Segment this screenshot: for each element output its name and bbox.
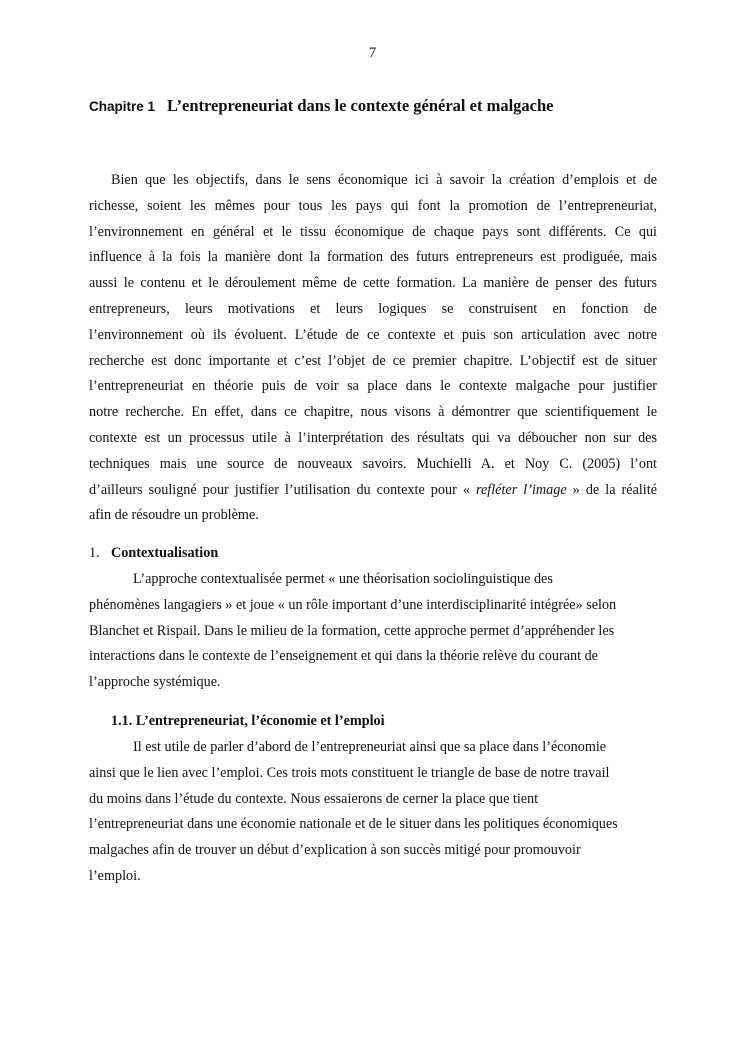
- subsection-paragraph: [89, 735, 657, 890]
- paragraph-line: l’entrepreneuriat dans une économie nationale et de le situer dans les politiques économiques: [89, 816, 618, 833]
- paragraph-line: techniques mais une source de nouveaux savoirs. Muchielli A. et Noy C. (2005) l’ont: [89, 455, 657, 472]
- page-number: 7: [368, 45, 377, 61]
- paragraph-line: l’environnement en général et le tissu économique de chaque pays sont différents. Ce qui: [89, 223, 657, 240]
- paragraph-line: du moins dans l’étude du contexte. Nous essaierons de cerner la place que tient: [89, 790, 539, 807]
- paragraph-line: ainsi que le lien avec l’emploi. Ces trois mots constituent le triangle de base de notre travail: [89, 764, 610, 781]
- paragraph-line: [89, 478, 657, 504]
- line-text: » de la réalité: [566, 481, 657, 498]
- paragraph-line: l’environnement où ils évoluent. L’étude de ce contexte et puis son articulation avec notre: [89, 326, 657, 343]
- paragraph-line: richesse, soient les mêmes pour tous les pays qui font la promotion de l’entrepreneuriat,: [89, 197, 657, 214]
- paragraph-line: Il est utile de parler d’abord de l’entrepreneuriat ainsi que sa place dans l’économie: [133, 739, 607, 755]
- paragraph-line: l’approche systémique.: [89, 674, 221, 691]
- paragraph-line: Blanchet et Rispail. Dans le milieu de la formation, cette approche permet d’appréhender les: [89, 622, 615, 639]
- subsection-title: 1.1. L’entrepreneuriat, l’économie et l’emploi: [111, 713, 385, 729]
- quoted-phrase: refléter l’image: [476, 481, 567, 498]
- paragraph-line: notre recherche. En effet, dans ce chapitre, nous visons à démontrer que scientifiquement le: [89, 404, 657, 421]
- paragraph-line: L’approche contextualisée permet « une théorisation sociolinguistique des: [133, 571, 553, 587]
- section-number: 1.: [89, 545, 100, 561]
- intro-paragraph: [89, 168, 657, 529]
- section-title: Contextualisation: [111, 545, 219, 561]
- subsection-heading: [111, 709, 385, 735]
- paragraph-line: phénomènes langagiers » et joue « un rôle important d’une interdisciplinarité intégrée» selon: [89, 596, 617, 613]
- paragraph-line: contexte est un processus utile à l’interprétation des résultats qui va déboucher non sur des: [89, 429, 657, 446]
- chapter-heading: [89, 96, 669, 116]
- section-paragraph: [89, 567, 657, 696]
- paragraph-line: l’entrepreneuriat en théorie puis de voir sa place dans le contexte malgache pour justifier: [89, 378, 657, 395]
- paragraph-line: Bien que les objectifs, dans le sens économique ici à savoir la création d’emplois et de: [111, 172, 657, 188]
- line-text: d’ailleurs souligné pour justifier l’utilisation du contexte pour «: [89, 481, 476, 498]
- paragraph-line: interactions dans le contexte de l’enseignement et qui dans la théorie relève du courant de: [89, 648, 598, 665]
- paragraph-line: malgaches afin de trouver un début d’explication à son succès mitigé pour promouvoir: [89, 842, 581, 859]
- paragraph-line: influence à la fois la manière dont la formation des futurs entrepreneurs est prodiguée, mais: [89, 249, 657, 266]
- paragraph-line: afin de résoudre un problème.: [89, 507, 259, 524]
- paragraph-line: entrepreneurs, leurs motivations et leurs logiques se construisent en fonction de: [89, 300, 657, 317]
- section-heading: [89, 541, 218, 567]
- chapter-label: Chapitre 1: [89, 99, 156, 114]
- paragraph-line: l’emploi.: [89, 867, 141, 884]
- chapter-title: L’entrepreneuriat dans le contexte général et malgache: [167, 96, 554, 115]
- paragraph-line: recherche est donc importante et c’est l’objet de ce premier chapitre. L’objectif est de situer: [89, 352, 657, 369]
- paragraph-line: aussi le contenu et le déroulement même de cette formation. La manière de penser des futurs: [89, 275, 657, 292]
